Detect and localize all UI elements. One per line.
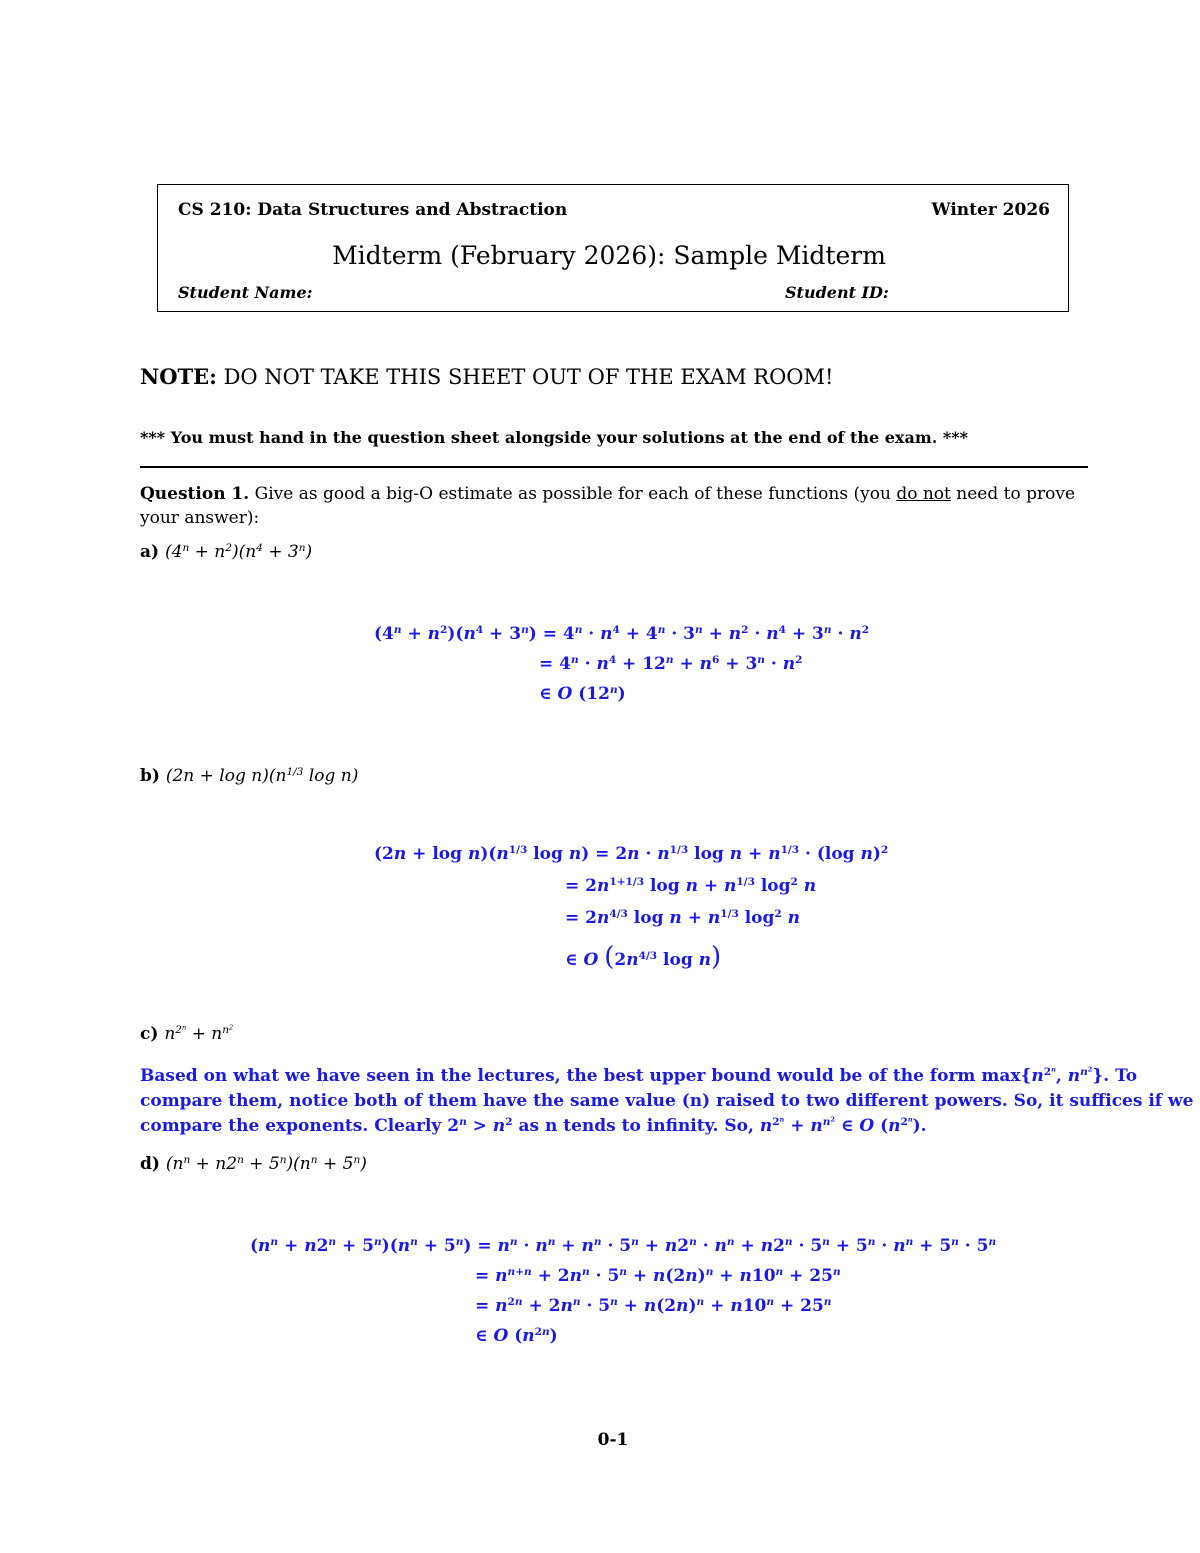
part-a-solution-line-1: $(4^n + n^2)(n^4 + 3^n) = 4^n \cdot n^4 + 4^n \cdot 3^n + n^2 \cdot n^4 + 3^n \cdot n^2$ [374,624,870,644]
part-c-line-1: Based on what we have seen in the lectures, the best upper bound would be of the form $\max\{n^{2^n}$, $n^{n^2}$}. To [140,1065,1138,1086]
do-not-emphasis: do not [896,484,951,504]
part-c-solution [140,1064,1194,1139]
part-d-solution-line-3: = $n^{2n} + 2n^n \cdot 5^n + n(2n)^n + n10^n + 25^n$ [475,1296,832,1316]
part-d-solution-line-1: $(n^n + n2^n + 5^n)(n^n + 5^n) = n^n \cdot n^n + n^n \cdot 5^n + n2^n \cdot n^n + n2^n \cdot 5^n + 5^n \cdot n^n + 5^n \cdot 5^n$ [250,1236,997,1256]
note-label: NOTE: [140,364,217,389]
question-1-prompt: Question 1. Give as good a big-O estimate as possible for each of these functions (you do not need to prove your answer): [140,484,1075,528]
part-d-prompt: d) $(n^n + n2^n + 5^n)(n^n + 5^n)$ [140,1154,367,1174]
part-b-solution-line-3: = $2n^{4/3}$ $\log n + n^{1/3}$ $\log^2 n$ [565,908,801,928]
note-text: DO NOT TAKE THIS SHEET OUT OF THE EXAM ROOM! [223,365,834,389]
exam-title: Midterm (February 2026): Sample Midterm [332,241,886,270]
part-b-solution-line-1: $(2n + \log n)(n^{1/3}$ $\log n) = 2n \cdot n^{1/3}$ $\log n + n^{1/3} \cdot (\log$ n)$^2$ [374,844,889,864]
part-c-prompt: c) $n^{2^n} + n^{n^2}$ [140,1023,234,1044]
part-b-solution-line-4: ∈ O ($2n^{4/3}$ log n) [565,942,722,972]
part-d-solution-line-2: = $n^{n+n} + 2n^n \cdot 5^n + n(2n)^n + n10^n + 25^n$ [475,1266,841,1286]
part-a-solution-line-2: = $4^n \cdot n^4 + 12^n + n^6 + 3^n \cdot n^2$ [539,654,803,674]
part-c-line-2: compare them, notice both of them have the same value (n) raised to two different powers. So, it suffices if we [140,1091,1194,1111]
page-number: 0-1 [597,1430,629,1450]
part-b-solution-line-2: = $2n^{1+1/3}$ $\log n + n^{1/3}$ $\log^2 n$ [565,876,817,896]
part-d-solution-line-4: ∈ O $(n^{2n})$ [475,1326,558,1346]
course-title: CS 210: Data Structures and Abstraction [178,200,568,220]
term-label: Winter 2026 [931,200,1050,220]
exam-note [140,364,833,389]
student-id-label: Student ID: [785,283,889,302]
part-a-prompt: a) $(4^n + n^2)(n^4 + 3^n)$ [140,542,313,562]
student-name-label: Student Name: [178,283,313,302]
part-a-solution-line-3: ∈ O (12$^n$) [539,684,626,704]
part-b-prompt: b) $(2n + \log n)(n^{1/3}$ log n) [140,766,359,786]
part-c-line-3: compare the exponents. Clearly $2^n > n^2$ as n tends to infinity. So, $n^{2^n} + n^{n^2}$ ∈ O $(n^{2^n})$. [140,1115,927,1136]
hand-in-instruction: *** You must hand in the question sheet alongside your solutions at the end of the exam. *** [140,428,968,447]
section-divider [140,466,1088,468]
question-1-label: Question 1. [140,484,250,504]
